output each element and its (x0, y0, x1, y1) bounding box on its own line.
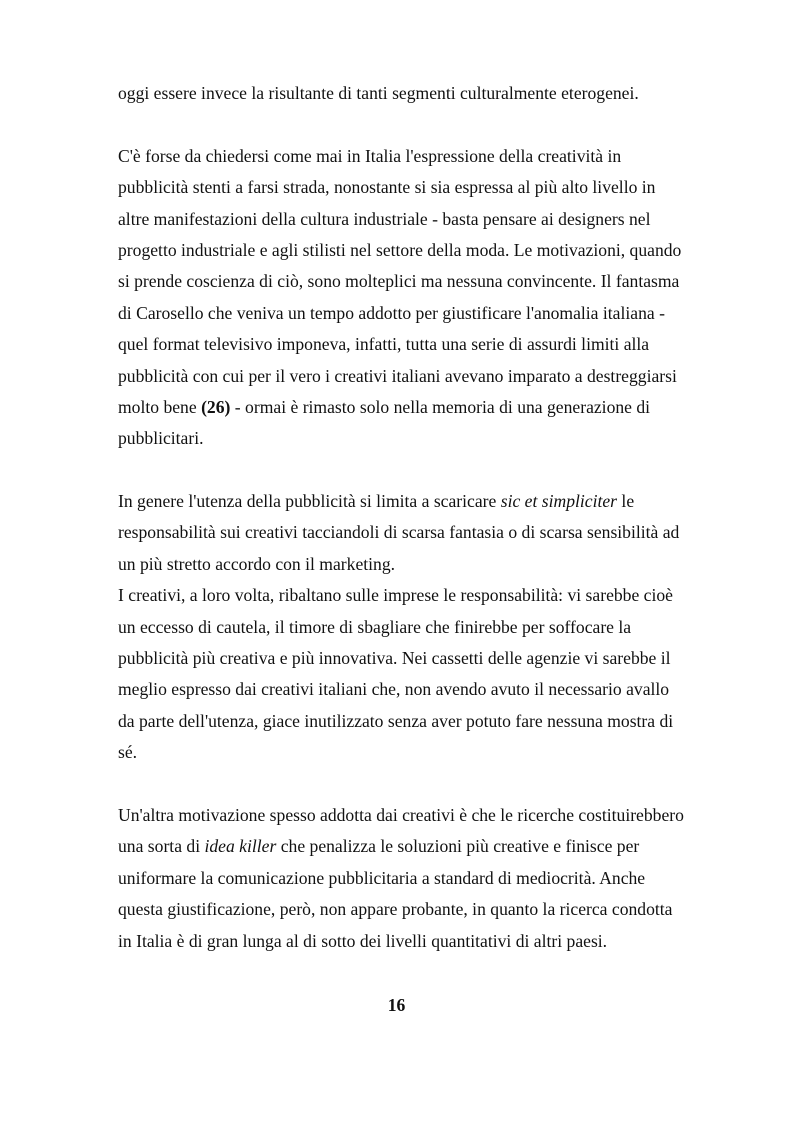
text-line (118, 392, 710, 423)
text-line: questa giustificazione, però, non appare probante, in quanto la ricerca condotta (118, 899, 673, 920)
text-line: quel format televisivo imponeva, infatti, tutta una serie di assurdi limiti alla (118, 334, 650, 355)
text-line: pubblicità stenti a farsi strada, nonostante si sia espressa al più alto livello in (118, 177, 656, 198)
text-line: si prende coscienza di ciò, sono molteplici ma nessuna convincente. Il fantasma (118, 271, 680, 292)
text-line (118, 486, 710, 517)
text-line: un eccesso di cautela, il timore di sbagliare che finirebbe per soffocare la (118, 616, 632, 637)
footnote-reference: (26) (201, 396, 231, 417)
text-line: di Carosello che veniva un tempo addotto per giustificare l'anomalia italiana - (118, 302, 665, 323)
paragraph (118, 141, 710, 455)
text-run: le (617, 491, 635, 512)
text-line: oggi essere invece la risultante di tanti segmenti culturalmente eterogenei. (118, 83, 639, 103)
italic-text: sic et simpliciter (500, 491, 618, 512)
text-run: che penalizza le soluzioni più creative e finisce per (276, 836, 640, 857)
page-number: 16 (387, 995, 406, 1015)
text-line: pubblicità più creativa e più innovativa. Nei cassetti delle agenzie vi sarebbe il (118, 648, 671, 669)
paragraph-gap (118, 455, 710, 486)
paragraph (118, 486, 710, 769)
text-line: meglio espresso dai creativi italiani che, non avendo avuto il necessario avallo (118, 679, 670, 700)
text-line: da parte dell'utenza, giace inutilizzato senza aver potuto fare nessuna mostra di (118, 710, 674, 731)
text-line: uniformare la comunicazione pubblicitaria a standard di mediocrità. Anche (118, 867, 646, 888)
text-line: Un'altra motivazione spesso addotta dai creativi è che le ricerche costituirebbero (118, 804, 684, 825)
text-line: pubblicitari. (118, 428, 204, 449)
text-run: In genere l'utenza della pubblicità si limita a scaricare (118, 491, 501, 512)
paragraph-gap (118, 769, 710, 800)
italic-text: idea killer (204, 836, 277, 857)
paragraph-gap (118, 109, 710, 140)
text-line: pubblicità con cui per il vero i creativi italiani avevano imparato a destreggiarsi (118, 365, 677, 386)
document-page (118, 78, 710, 957)
paragraph (118, 800, 710, 957)
text-line: un più stretto accordo con il marketing. (118, 553, 396, 574)
text-line: sé. (118, 742, 138, 763)
text-run: molto bene (118, 396, 202, 417)
text-run: - ormai è rimasto solo nella memoria di una generazione di (230, 396, 651, 417)
text-line: I creativi, a loro volta, ribaltano sulle imprese le responsabilità: vi sarebbe cioè (118, 585, 673, 606)
text-line: progetto industriale e agli stilisti nel settore della moda. Le motivazioni, quando (118, 239, 682, 260)
text-line: C'è forse da chiedersi come mai in Italia l'espressione della creatività in (118, 145, 622, 166)
text-line (118, 831, 710, 862)
paragraph (118, 78, 710, 109)
text-run: una sorta di (118, 836, 205, 857)
text-line: altre manifestazioni della cultura industriale - basta pensare ai designers nel (118, 208, 651, 229)
text-line: responsabilità sui creativi tacciandoli di scarsa fantasia o di scarsa sensibilità ad (118, 522, 680, 543)
text-line: in Italia è di gran lunga al di sotto dei livelli quantitativi di altri paesi. (118, 930, 608, 951)
